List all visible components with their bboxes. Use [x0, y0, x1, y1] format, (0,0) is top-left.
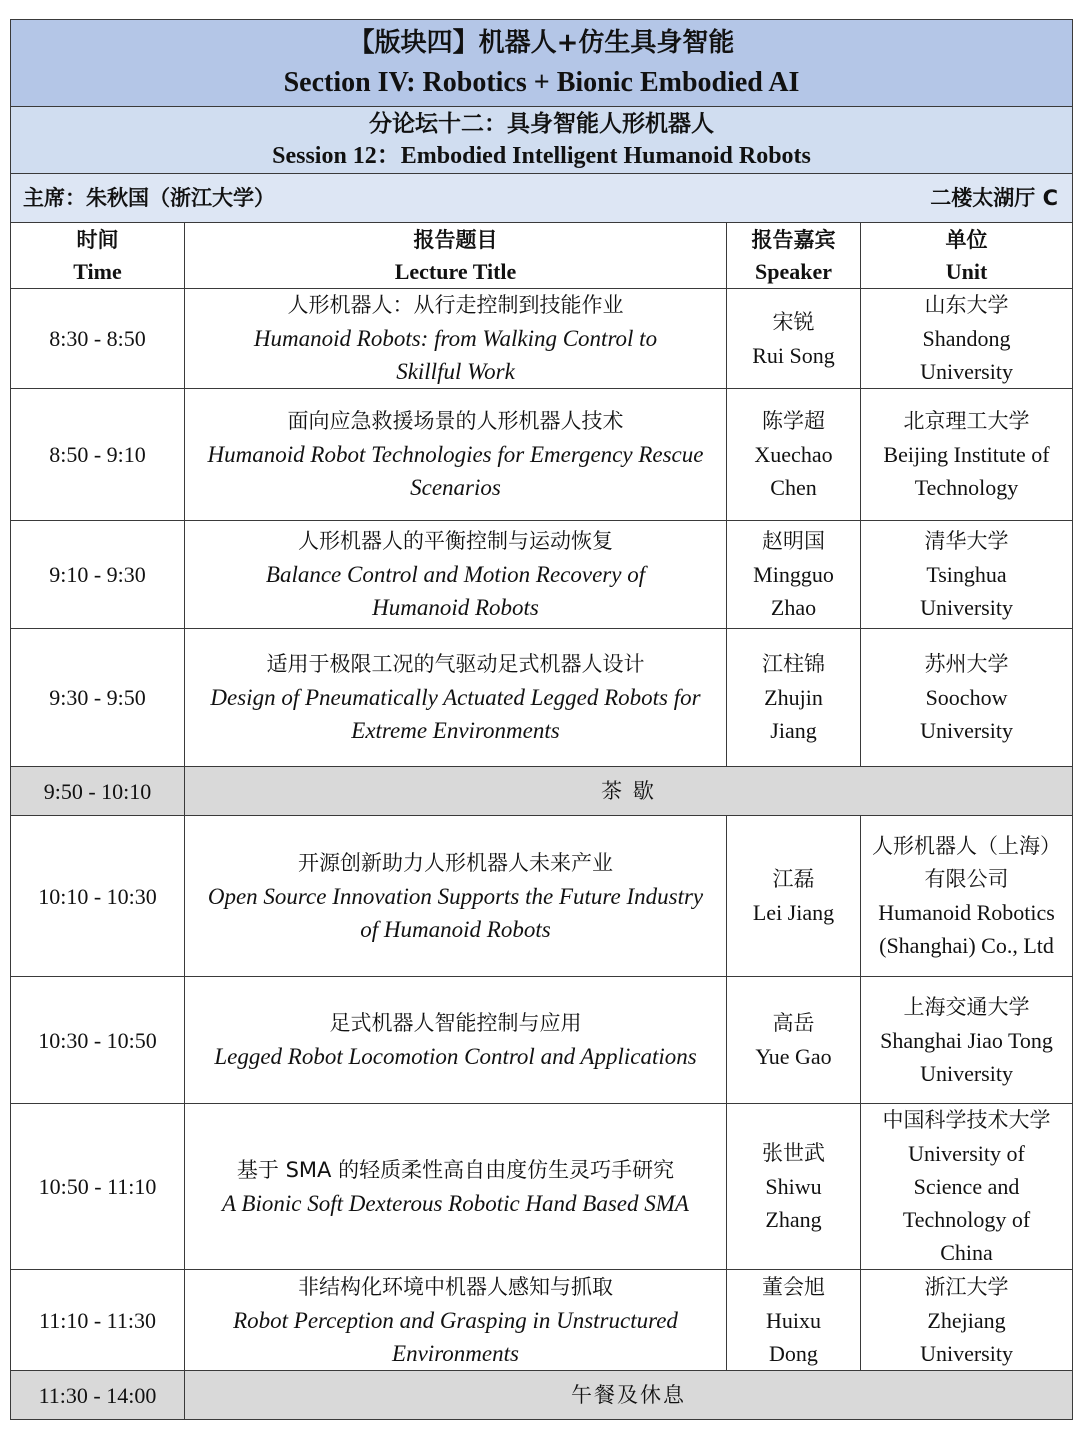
talk-title-en: Open Source Innovation Supports the Future Industry	[207, 883, 704, 909]
talk-unit	[861, 1104, 1073, 1270]
talk-title-en: Scenarios	[410, 475, 501, 500]
talk-row	[11, 521, 1073, 629]
unit-name: Shandong	[922, 326, 1011, 351]
talk-time: 9:10 - 9:30	[11, 521, 185, 629]
talk-title-zh: 基于 SMA 的轻质柔性高自由度仿生灵巧手研究	[236, 1157, 675, 1182]
unit-name: Beijing Institute of	[883, 442, 1050, 467]
column-header-row	[11, 223, 1073, 289]
header-unit	[861, 223, 1073, 289]
talk-title-zh: 开源创新助力人形机器人未来产业	[298, 850, 613, 875]
talk-title-en: Design of Pneumatically Actuated Legged Robots for	[210, 685, 701, 710]
talk-title-en: Humanoid Robots	[372, 595, 539, 620]
speaker-name: Dong	[769, 1340, 818, 1366]
section-title-en: Section IV: Robotics + Bionic Embodied AI	[283, 67, 800, 98]
unit-name: 中国科学技术大学	[882, 1108, 1051, 1132]
speaker-name: 高岳	[772, 1011, 815, 1035]
speaker-name: Lei Jiang	[752, 900, 835, 925]
unit-name: (Shanghai) Co., Ltd	[879, 933, 1054, 958]
talk-title-en: Humanoid Robots: from Walking Control to	[253, 326, 658, 351]
unit-name: 上海交通大学	[903, 994, 1030, 1019]
unit-name: 山东大学	[924, 293, 1009, 317]
break-row-tea	[11, 767, 1073, 816]
talks-group-morning-1	[11, 289, 1073, 767]
talk-title-zh: 非结构化环境中机器人感知与抓取	[298, 1274, 613, 1299]
talk-speaker	[727, 1270, 861, 1371]
talk-row	[11, 1104, 1073, 1270]
talk-row	[11, 816, 1073, 977]
header-title-zh: 报告题目	[413, 227, 498, 252]
speaker-name: Rui Song	[752, 342, 835, 368]
speaker-name: Chen	[770, 475, 817, 500]
talk-title-en: of Humanoid Robots	[360, 916, 551, 942]
section-title-zh: 【版块四】机器人+仿生具身智能	[348, 28, 735, 58]
unit-name: 苏州大学	[924, 652, 1009, 676]
speaker-name: 陈学超	[762, 409, 825, 433]
venue-label: 二楼太湖厅 C	[930, 185, 1059, 210]
talk-time: 10:10 - 10:30	[11, 816, 185, 977]
unit-name: 人形机器人（上海）	[872, 834, 1061, 858]
speaker-name: Mingguo	[753, 562, 834, 587]
chair-label: 主席：朱秋国（浙江大学）	[23, 185, 275, 210]
talk-title-en: Skillful Work	[396, 359, 515, 384]
talk-title	[185, 977, 727, 1104]
talk-row	[11, 629, 1073, 767]
talk-title-en: Humanoid Robot Technologies for Emergency Rescue	[207, 442, 704, 467]
header-time	[11, 223, 185, 289]
break-row-lunch	[11, 1371, 1073, 1420]
unit-name: University	[920, 718, 1013, 743]
talk-title-en: Environments	[392, 1340, 519, 1366]
talk-unit	[861, 289, 1073, 389]
talk-row	[11, 289, 1073, 389]
header-unit-en: Unit	[945, 258, 988, 284]
talk-title	[185, 629, 727, 767]
talk-title-zh: 人形机器人的平衡控制与运动恢复	[298, 529, 613, 553]
talk-title-en: Balance Control and Motion Recovery of	[265, 562, 646, 587]
session-title-zh: 分论坛十二：具身智能人形机器人	[369, 111, 714, 137]
speaker-name: Zhao	[770, 595, 817, 620]
unit-name: University	[920, 595, 1013, 620]
header-title-en: Lecture Title	[394, 258, 517, 284]
speaker-name: 赵明国	[762, 529, 825, 553]
talk-title-zh: 足式机器人智能控制与应用	[329, 1011, 582, 1035]
talk-row	[11, 1270, 1073, 1371]
header-time-zh: 时间	[76, 227, 119, 252]
talk-time: 8:30 - 8:50	[11, 289, 185, 389]
unit-name: Tsinghua	[926, 562, 1007, 587]
speaker-name: Zhujin	[764, 685, 823, 710]
talk-title	[185, 816, 727, 977]
talk-speaker	[727, 816, 861, 977]
schedule-table	[10, 19, 1073, 1420]
unit-name: Technology	[914, 475, 1019, 500]
break-label: 茶 歇	[185, 767, 1073, 816]
section-header	[11, 20, 1073, 107]
header-unit-zh: 单位	[945, 227, 988, 252]
unit-name: Shanghai Jiao Tong	[880, 1027, 1053, 1053]
talk-speaker	[727, 289, 861, 389]
header-speaker-zh: 报告嘉宾	[751, 227, 836, 252]
talk-speaker	[727, 521, 861, 629]
talk-unit	[861, 629, 1073, 767]
break-label: 午餐及休息	[185, 1371, 1073, 1420]
chair-row	[11, 174, 1073, 223]
speaker-name: Shiwu	[765, 1174, 822, 1199]
unit-name: China	[940, 1240, 993, 1265]
speaker-name: 董会旭	[762, 1274, 825, 1299]
talk-speaker	[727, 1104, 861, 1270]
talk-time: 11:10 - 11:30	[11, 1270, 185, 1371]
talk-unit	[861, 816, 1073, 977]
speaker-name: 张世武	[762, 1141, 825, 1165]
session-title-en: Session 12：Embodied Intelligent Humanoid Robots	[272, 143, 811, 169]
talk-time: 10:30 - 10:50	[11, 977, 185, 1104]
speaker-name: Huixu	[766, 1307, 821, 1333]
unit-name: Soochow	[925, 685, 1008, 710]
unit-name: 清华大学	[924, 529, 1009, 553]
break-time: 9:50 - 10:10	[11, 767, 185, 816]
talk-title	[185, 289, 727, 389]
speaker-name: Xuechao	[754, 442, 833, 467]
unit-name: 有限公司	[924, 867, 1009, 891]
speaker-name: Jiang	[770, 718, 817, 743]
talk-time: 10:50 - 11:10	[11, 1104, 185, 1270]
talk-title-en: Legged Robot Locomotion Control and Applications	[214, 1044, 697, 1069]
unit-name: University	[920, 359, 1013, 384]
speaker-name: 宋锐	[772, 309, 815, 334]
talks-group-morning-2	[11, 816, 1073, 1371]
unit-name: Zhejiang	[927, 1307, 1006, 1333]
talk-title-zh: 人形机器人：从行走控制到技能作业	[287, 293, 624, 317]
break-time: 11:30 - 14:00	[11, 1371, 185, 1420]
unit-name: 浙江大学	[924, 1274, 1009, 1299]
talk-title	[185, 521, 727, 629]
unit-name: Humanoid Robotics	[878, 900, 1055, 925]
unit-name: Technology of	[902, 1207, 1031, 1232]
talk-title	[185, 1104, 727, 1270]
talk-time: 8:50 - 9:10	[11, 389, 185, 521]
talk-title-en: Extreme Environments	[351, 718, 560, 743]
header-speaker-en: Speaker	[755, 258, 832, 284]
talk-title-zh: 面向应急救援场景的人形机器人技术	[287, 409, 624, 433]
unit-name: University	[920, 1060, 1013, 1086]
schedule-wrapper	[10, 19, 1072, 1420]
unit-name: University	[920, 1340, 1013, 1366]
talk-unit	[861, 389, 1073, 521]
talk-title	[185, 389, 727, 521]
talk-title-en: A Bionic Soft Dexterous Robotic Hand Based SMA	[222, 1190, 689, 1216]
talk-title-zh: 适用于极限工况的气驱动足式机器人设计	[266, 652, 645, 676]
speaker-name: 江柱锦	[762, 652, 825, 676]
talk-row	[11, 977, 1073, 1104]
speaker-name: 江磊	[772, 867, 815, 891]
speaker-name: Zhang	[765, 1207, 822, 1232]
talk-speaker	[727, 629, 861, 767]
header-speaker	[727, 223, 861, 289]
talk-speaker	[727, 389, 861, 521]
talk-row	[11, 389, 1073, 521]
unit-name: University of	[908, 1141, 1025, 1166]
talk-title	[185, 1270, 727, 1371]
talk-unit	[861, 1270, 1073, 1371]
unit-name: 北京理工大学	[903, 409, 1030, 433]
talk-title-en: Robot Perception and Grasping in Unstructured	[233, 1307, 678, 1333]
talk-unit	[861, 977, 1073, 1104]
header-time-en: Time	[73, 258, 122, 284]
unit-name: Science and	[913, 1174, 1020, 1199]
header-title	[185, 223, 727, 289]
talk-time: 9:30 - 9:50	[11, 629, 185, 767]
talk-speaker	[727, 977, 861, 1104]
talk-unit	[861, 521, 1073, 629]
session-header	[11, 107, 1073, 174]
speaker-name: Yue Gao	[755, 1044, 832, 1069]
